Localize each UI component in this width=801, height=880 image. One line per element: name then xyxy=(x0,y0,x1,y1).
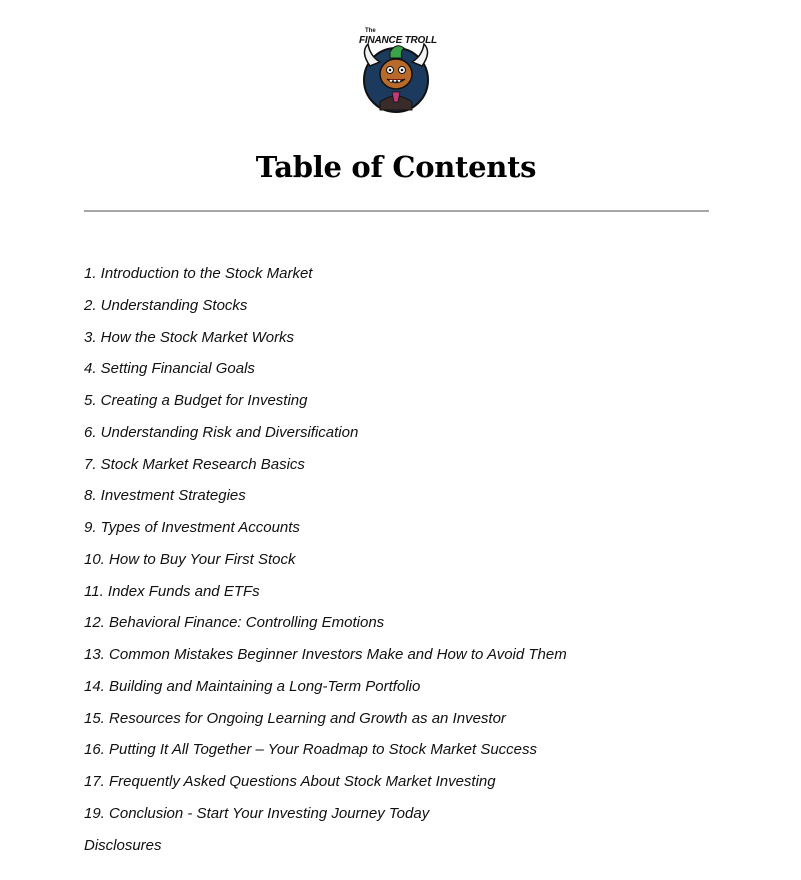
toc-item[interactable]: 2. Understanding Stocks xyxy=(84,296,248,314)
toc-item[interactable]: 10. How to Buy Your First Stock xyxy=(84,550,296,568)
toc-item[interactable]: 3. How the Stock Market Works xyxy=(84,328,295,346)
toc-item[interactable]: 13. Common Mistakes Beginner Investors Make and How to Avoid Them xyxy=(84,646,567,663)
toc-item[interactable]: 5. Creating a Budget for Investing xyxy=(84,392,308,409)
toc-item[interactable]: 15. Resources for Ongoing Learning and Growth as an Investor xyxy=(84,709,506,727)
page-title: Table of Contents xyxy=(255,150,537,184)
toc-item[interactable]: 6. Understanding Risk and Diversification xyxy=(84,423,359,441)
toc-item[interactable]: 9. Types of Investment Accounts xyxy=(84,519,300,536)
toc-item[interactable]: 12. Behavioral Finance: Controlling Emotions xyxy=(84,614,385,632)
toc-item[interactable]: 14. Building and Maintaining a Long-Term Portfolio xyxy=(84,677,421,695)
toc-item[interactable]: 1. Introduction to the Stock Market xyxy=(84,265,313,282)
logo-small-text: The xyxy=(365,28,376,34)
toc-item[interactable]: 11. Index Funds and ETFs xyxy=(84,582,260,600)
title-divider xyxy=(84,210,709,212)
toc-item[interactable]: 4. Setting Financial Goals xyxy=(84,360,255,378)
toc-item[interactable]: 17. Frequently Asked Questions About Stock Market Investing xyxy=(84,773,496,790)
toc-item[interactable]: 19. Conclusion - Start Your Investing Journey Today xyxy=(84,804,430,822)
toc-item[interactable]: 16. Putting It All Together – Your Roadmap to Stock Market Success xyxy=(84,741,538,759)
toc-item[interactable]: 8. Investment Strategies xyxy=(84,487,246,505)
table-of-contents xyxy=(84,263,567,866)
toc-item[interactable]: 7. Stock Market Research Basics xyxy=(84,455,305,473)
logo-text: FINANCE TROLL xyxy=(359,35,437,46)
toc-item-disclosures[interactable]: Disclosures xyxy=(84,836,162,854)
